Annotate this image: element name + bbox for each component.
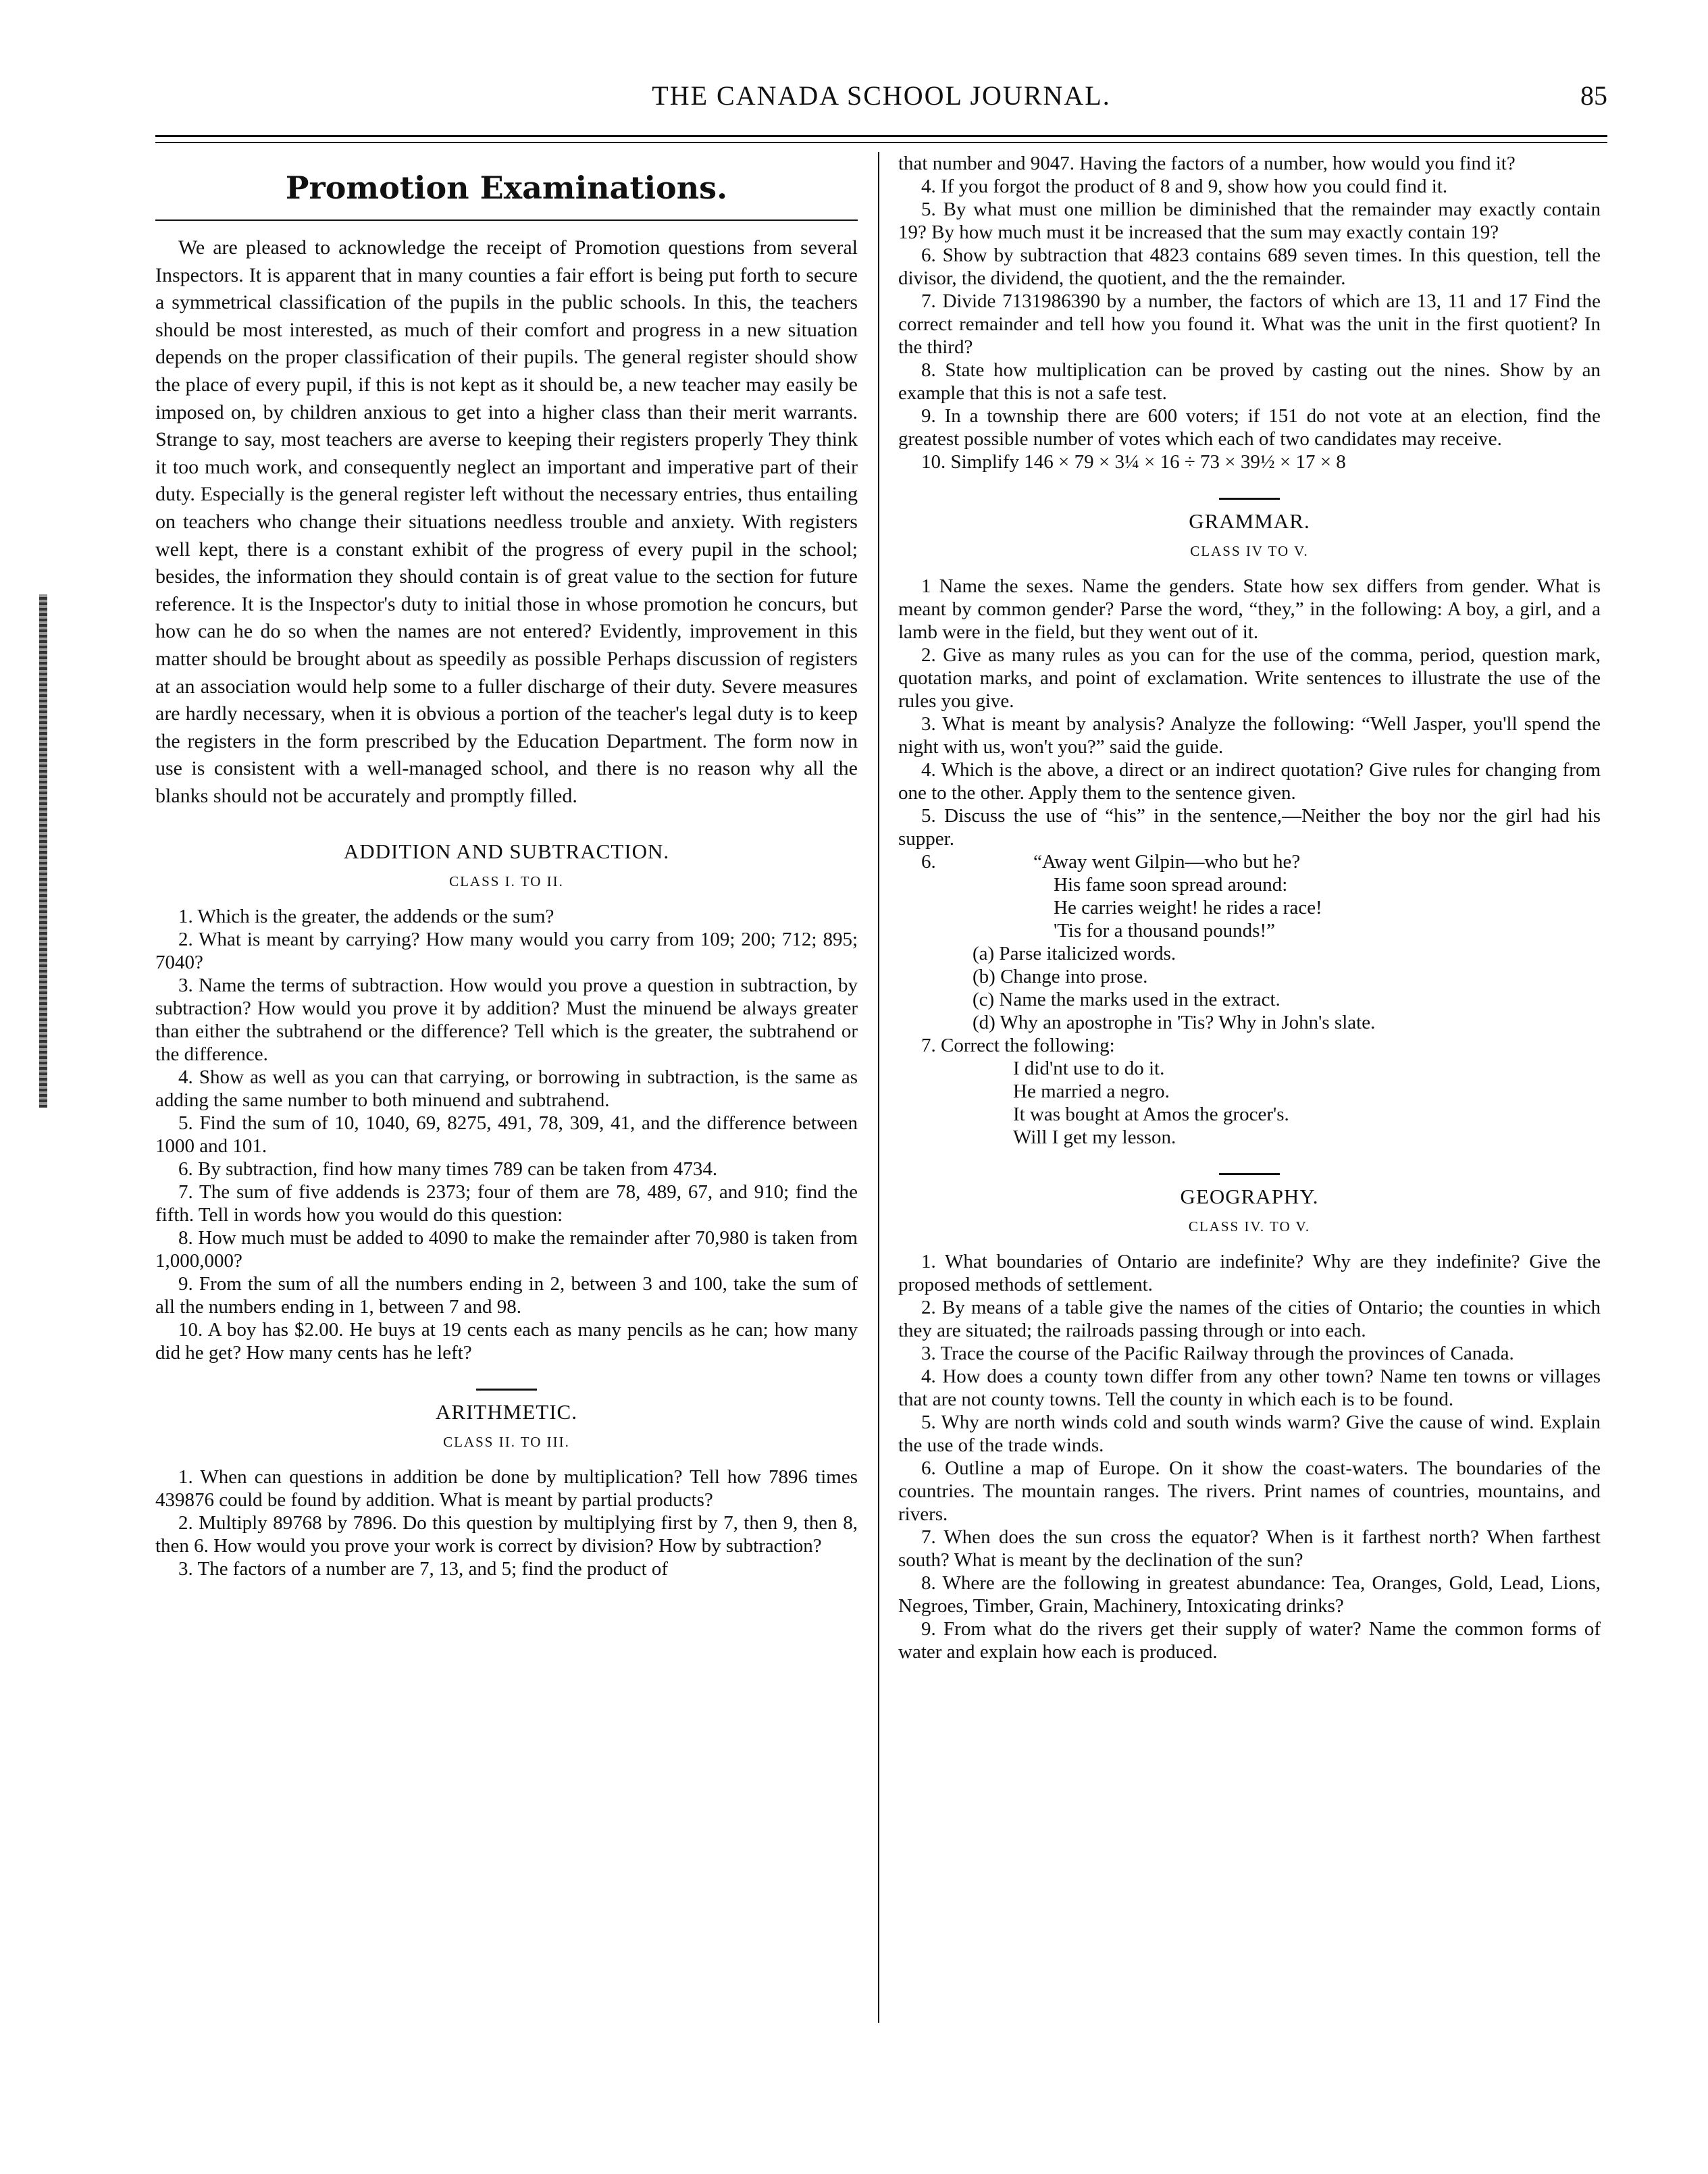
poem-line: He carries weight! he rides a race! bbox=[1054, 897, 1322, 918]
question: 7. Correct the following: bbox=[921, 1035, 1115, 1056]
right-column bbox=[898, 152, 1601, 1663]
question: 6. Outline a map of Europe. On it show the coast-waters. The boundaries of the countries. The mountain ranges. The rivers. Print names of countries, mountains, and rivers. bbox=[898, 1457, 1601, 1525]
question: 4. How does a county town differ from any other town? Name ten towns or villages that are not county towns. Tell the county in which each is to be found. bbox=[898, 1366, 1601, 1410]
question: that number and 9047. Having the factors of a number, how would you find it? bbox=[898, 153, 1516, 174]
question: 7. When does the sun cross the equator? When is it farthest north? When farthest south? What is meant by the declination of the sun? bbox=[898, 1526, 1601, 1571]
question: 4. Which is the above, a direct or an indirect quotation? Give rules for changing from one to the other. Apply them to the sentence given. bbox=[898, 759, 1601, 804]
page-header bbox=[155, 80, 1607, 120]
correction-item: I did'nt use to do it. bbox=[1013, 1058, 1165, 1079]
journal-title: THE CANADA SCHOOL JOURNAL. bbox=[652, 80, 1111, 111]
question-6-label: 6. bbox=[921, 851, 936, 873]
arithmetic-class: CLASS II. TO III. bbox=[443, 1434, 570, 1451]
question: 3. The factors of a number are 7, 13, and 5; find the product of bbox=[178, 1558, 669, 1580]
question: 10. A boy has $2.00. He buys at 19 cents each as many pencils as he can; how many did he get? How many cents has he left? bbox=[155, 1319, 858, 1364]
grammar-questions bbox=[898, 575, 1601, 1149]
poem-line: His fame soon spread around: bbox=[1054, 874, 1288, 896]
correction-item: It was bought at Amos the grocer's. bbox=[1013, 1104, 1289, 1125]
question: 2. Multiply 89768 by 7896. Do this question by multiplying first by 7, then 9, then 8, then 6. How would you prove your work is correct by division? How by subtraction? bbox=[155, 1512, 858, 1557]
arithmetic-questions bbox=[155, 1466, 858, 1580]
question: 3. What is meant by analysis? Analyze the following: “Well Jasper, you'll spend the night with us, won't you?” said the guide. bbox=[898, 713, 1601, 758]
question: 4. Show as well as you can that carrying, or borrowing in subtraction, is the same as adding the same number to both minuend and subtrahend. bbox=[155, 1066, 858, 1112]
arithmetic-heading: ARITHMETIC. bbox=[436, 1400, 577, 1424]
question: 5. Discuss the use of “his” in the sentence,—Neither the boy nor the girl had his supper. bbox=[898, 805, 1601, 850]
intro-paragraph: We are pleased to acknowledge the receipt of Promotion questions from several Inspectors. It is apparent that in many counties a fair effort is being put forth to secure a symmetrical classification of the pupils in the public schools. In this, the teachers should be most interested, as much of their comfort and progress in a new situation depends on the proper classification of their pupils. The general register should show the place of every pupil, if this is not kept as it should be, a new teacher may easily be imposed on, by children anxious to get into a higher class than their merit warrants. Strange to say, most teachers are averse to keeping their registers properly They think it too much work, and consequently neglect an important and imperative part of their duty. Especially is the general register left without the necessary entries, thus entailing on teachers who change their situations needless trouble and anxiety. With registers well kept, there is a constant exhibit of the progress of every pupil in the school; besides, the information they should contain is of great value to the section for future reference. It is the Inspector's duty to initial those in whose promotion he concurs, but how can he do so when the names are not entered? Evidently, improvement in this matter should be brought about as speedily as possible Perhaps discussion of registers at an association would help some to a fuller discharge of their duty. Severe measures are hardly necessary, when it is obvious a portion of the teacher's legal duty is to keep the registers in the form prescribed by the Education Department. The form now in use is consistent with a well-managed school, and there is no reason why all the blanks should not be accurately and promptly filled. bbox=[155, 236, 858, 807]
arithmetic-continued bbox=[898, 152, 1601, 473]
question: 3. Trace the course of the Pacific Railway through the provinces of Canada. bbox=[921, 1343, 1514, 1364]
question: 7. Divide 7131986390 by a number, the factors of which are 13, 11 and 17 Find the correct remainder and tell how you found it. What was the unit in the first quotient? In the third? bbox=[898, 290, 1601, 358]
question: 7. The sum of five addends is 2373; four of them are 78, 489, 67, and 910; find the fifth. Tell in words how you would do this question: bbox=[155, 1181, 858, 1226]
poem-line: 'Tis for a thousand pounds!” bbox=[1054, 920, 1275, 941]
column-divider bbox=[878, 152, 879, 2023]
section-divider bbox=[1219, 498, 1280, 500]
geography-class: CLASS IV. TO V. bbox=[1188, 1218, 1311, 1235]
question: 4. If you forgot the product of 8 and 9, show how you could find it. bbox=[921, 176, 1448, 197]
section-title: Promotion Examinations. bbox=[285, 170, 728, 206]
question: 1. When can questions in addition be done by multiplication? Tell how 7896 times 439876 could be found by addition. What is meant by partial products? bbox=[155, 1466, 858, 1511]
poem-line: “Away went Gilpin—who but he? bbox=[1033, 851, 1301, 873]
question: 2. By means of a table give the names of the cities of Ontario; the counties in which they are situated; the railroads passing through or into each. bbox=[898, 1297, 1601, 1341]
question: 8. State how multiplication can be proved by casting out the nines. Show by an example that this is not a safe test. bbox=[898, 359, 1601, 404]
section-rule bbox=[155, 219, 858, 221]
sub-question: (a) Parse italicized words. bbox=[973, 943, 1176, 964]
question: 1. Which is the greater, the addends or the sum? bbox=[178, 906, 554, 928]
question: 5. Why are north winds cold and south winds warm? Give the cause of wind. Explain the use of the trade winds. bbox=[898, 1412, 1601, 1456]
sub-question: (c) Name the marks used in the extract. bbox=[973, 989, 1280, 1010]
question: 8. How much must be added to 4090 to make the remainder after 70,980 is taken from 1,000,000? bbox=[155, 1227, 858, 1272]
section-divider bbox=[1219, 1173, 1280, 1175]
question: 9. From the sum of all the numbers ending in 2, between 3 and 100, take the sum of all the numbers ending in 1, between 7 and 98. bbox=[155, 1273, 858, 1318]
poem bbox=[898, 850, 1601, 942]
binding-edge bbox=[39, 594, 47, 1108]
grammar-class: CLASS IV TO V. bbox=[1190, 543, 1309, 559]
question: 2. Give as many rules as you can for the use of the comma, period, question mark, quotation marks, and point of exclamation. Write sentences to illustrate the use of the rules you give. bbox=[898, 644, 1601, 712]
question: 2. What is meant by carrying? How many would you carry from 109; 200; 712; 895; 7040? bbox=[155, 929, 858, 974]
header-rule bbox=[155, 135, 1607, 137]
correction-item: Will I get my lesson. bbox=[1013, 1127, 1176, 1148]
geography-heading: GEOGRAPHY. bbox=[1180, 1185, 1319, 1208]
question: 9. From what do the rivers get their supply of water? Name the common forms of water and explain how each is produced. bbox=[898, 1618, 1601, 1663]
addition-class: CLASS I. TO II. bbox=[449, 873, 564, 890]
question: 3. Name the terms of subtraction. How would you prove a question in subtraction, by subtraction? How would you prove it by addition? Must the minuend be always greater than either the subtrahend or the difference? Tell which is the greater, the subtrahend or the difference. bbox=[155, 975, 858, 1066]
question: 5. Find the sum of 10, 1040, 69, 8275, 491, 78, 309, 41, and the difference between 1000 and 101. bbox=[155, 1112, 858, 1158]
question: 10. Simplify 146 × 79 × 3¼ × 16 ÷ 73 × 39½ × 17 × 8 bbox=[921, 451, 1346, 473]
page-number: 85 bbox=[1580, 80, 1607, 111]
question: 6. Show by subtraction that 4823 contains 689 seven times. In this question, tell the divisor, the dividend, the quotient, and the the remainder. bbox=[898, 244, 1601, 289]
addition-heading: ADDITION AND SUBTRACTION. bbox=[343, 839, 670, 864]
sub-question: (b) Change into prose. bbox=[973, 966, 1148, 987]
question: 9. In a township there are 600 voters; if 151 do not vote at an election, find the greatest possible number of votes which each of two candidates may receive. bbox=[898, 405, 1601, 450]
correction-item: He married a negro. bbox=[1013, 1081, 1170, 1102]
grammar-heading: GRAMMAR. bbox=[1189, 509, 1310, 533]
question: 1 Name the sexes. Name the genders. State how sex differs from gender. What is meant by common gender? Parse the word, “they,” in the following: A boy, a girl, and a lamb were in the field, but they went out of it. bbox=[898, 575, 1601, 643]
question: 5. By what must one million be diminished that the remainder may exactly contain 19? By how much must it be increased that the sum may exactly contain 19? bbox=[898, 199, 1601, 243]
header-rule-2 bbox=[155, 142, 1607, 143]
section-divider bbox=[476, 1389, 537, 1391]
left-column bbox=[155, 152, 858, 1580]
geography-questions bbox=[898, 1250, 1601, 1663]
addition-questions bbox=[155, 905, 858, 1364]
question: 1. What boundaries of Ontario are indefinite? Why are they indefinite? Give the proposed methods of settlement. bbox=[898, 1251, 1601, 1295]
question: 6. By subtraction, find how many times 789 can be taken from 4734. bbox=[178, 1158, 718, 1181]
sub-question: (d) Why an apostrophe in 'Tis? Why in John's slate. bbox=[973, 1012, 1376, 1033]
question: 8. Where are the following in greatest abundance: Tea, Oranges, Gold, Lead, Lions, Negroes, Timber, Grain, Machinery, Intoxicating drinks? bbox=[898, 1572, 1601, 1617]
